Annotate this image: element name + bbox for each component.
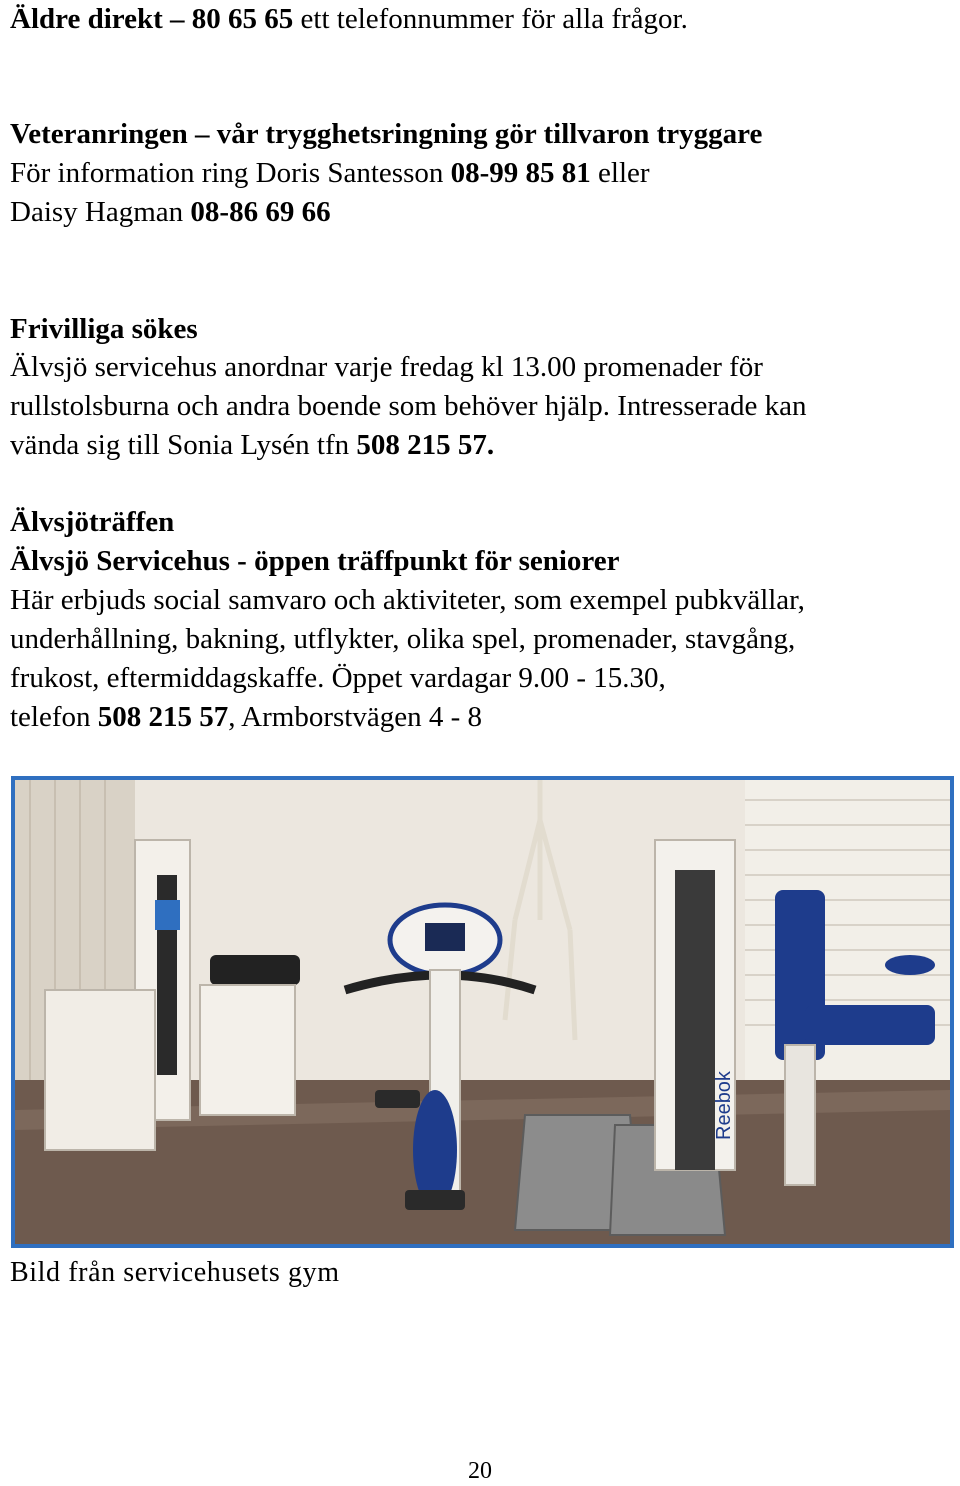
veteran-heading: Veteranringen – vår trygghetsringning gör tillvaron tryggare <box>10 118 763 150</box>
alvsjotraffen-address: , Armborstvägen 4 - 8 <box>228 701 482 733</box>
veteran-line-1-end: eller <box>590 157 650 189</box>
veteran-line-2 <box>10 193 331 231</box>
alvsjotraffen-line-2: underhållning, bakning, utflykter, olika spel, promenader, stavgång, <box>10 623 796 655</box>
alvsjotraffen-phone: 508 215 57 <box>97 701 229 733</box>
frivilliga-line-3 <box>10 426 494 464</box>
alvsjotraffen-heading: Älvsjöträffen <box>10 506 175 538</box>
frivilliga-phone: 508 215 57. <box>356 429 495 461</box>
left-machine-base <box>45 990 155 1150</box>
blue-machine-leg <box>785 1045 815 1185</box>
blue-machine-handle <box>885 955 935 975</box>
frivilliga-line-2: rullstolsburna och andra boende som behöver hjälp. Intresserade kan <box>10 390 807 422</box>
alvsjotraffen-line-1: Här erbjuds social samvaro och aktiviteter, som exempel pubkvällar, <box>10 584 805 616</box>
left-machine-frame <box>200 985 295 1115</box>
alvsjotraffen-line-3: frukost, eftermiddagskaffe. Öppet vardagar 9.00 - 15.30, <box>10 662 666 694</box>
alvsjotraffen-line-4 <box>10 698 482 736</box>
veteran-phone-doris: 08-99 85 81 <box>450 157 591 189</box>
veteran-line-2-text: Daisy Hagman <box>10 196 191 228</box>
veteran-phone-daisy: 08-86 69 66 <box>190 196 331 228</box>
page-number: 20 <box>468 1458 492 1484</box>
gym-photo <box>11 776 954 1248</box>
photo-caption: Bild från servicehusets gym <box>10 1257 340 1288</box>
frivilliga-heading: Frivilliga sökes <box>10 313 198 345</box>
left-machine-seat <box>210 955 300 985</box>
blue-machine-seat <box>805 1005 935 1045</box>
veteran-line-1 <box>10 154 650 192</box>
alvsjotraffen-line-4-text: telefon <box>10 701 98 733</box>
gym-photo-illustration <box>15 780 950 1244</box>
aldre-direkt-rest: ett telefonnummer för alla frågor. <box>293 3 688 35</box>
bike-pedal-right <box>405 1190 465 1210</box>
bike-pedal-left <box>375 1090 420 1108</box>
reebok-machine-weights <box>675 870 715 1170</box>
bike-display <box>425 923 465 951</box>
veteran-line-1-text: För information ring Doris Santesson <box>10 157 451 189</box>
frivilliga-line-1: Älvsjö servicehus anordnar varje fredag kl 13.00 promenader för <box>10 351 763 383</box>
left-machine-panel <box>155 900 180 930</box>
aldre-direkt-bold: Äldre direkt – 80 65 65 <box>10 3 294 35</box>
alvsjotraffen-subheading: Älvsjö Servicehus - öppen träffpunkt för seniorer <box>10 545 620 577</box>
aldre-direkt-line <box>10 0 688 38</box>
frivilliga-line-3-text: vända sig till Sonia Lysén tfn <box>10 429 357 461</box>
reebok-logo: Reebok <box>713 1071 735 1140</box>
